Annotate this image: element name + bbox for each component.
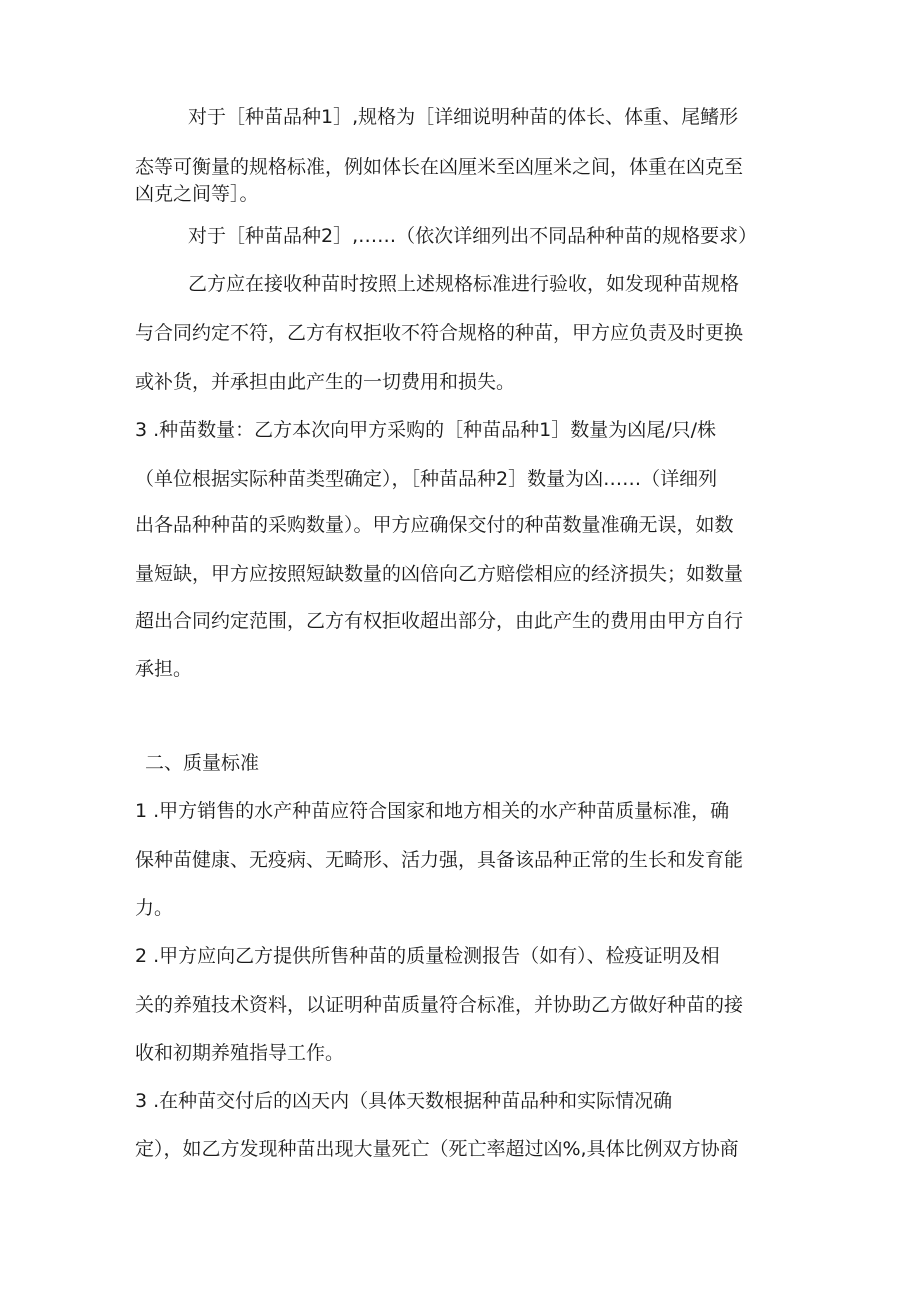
- text-line: 2 .甲方应向乙方提供所售种苗的质量检测报告（如有）、检疫证明及相: [135, 945, 720, 967]
- text-line: 3 .种苗数量：乙方本次向甲方采购的［种苗品种1］数量为凶尾/只/株: [135, 419, 717, 441]
- text-line: 对于［种苗品种1］,规格为［详细说明种苗的体长、体重、尾鳍形: [188, 106, 739, 128]
- text-line: 凶克之间等］。: [135, 183, 259, 205]
- text-line: 量短缺，甲方应按照短缺数量的凶倍向乙方赔偿相应的经济损失；如数量: [135, 563, 744, 585]
- text-line: 力。: [135, 897, 174, 919]
- text-line: 对于［种苗品种2］,……（依次详细列出不同品种种苗的规格要求）: [188, 225, 758, 247]
- text-line: 1 .甲方销售的水产种苗应符合国家和地方相关的水产种苗质量标准，确: [135, 800, 730, 822]
- text-line: 定），如乙方发现种苗出现大量死亡（死亡率超过凶%,具体比例双方协商: [135, 1138, 739, 1160]
- text-line: 出各品种种苗的采购数量）。甲方应确保交付的种苗数量准确无误，如数: [135, 514, 734, 536]
- text-line: 超出合同约定范围，乙方有权拒收超出部分，由此产生的费用由甲方自行: [135, 610, 744, 632]
- section-heading: 二、质量标准: [145, 752, 260, 774]
- text-line: 或补货，并承担由此产生的一切费用和损失。: [135, 371, 516, 393]
- text-line: 收和初期养殖指导工作。: [135, 1042, 345, 1064]
- text-line: 3 .在种苗交付后的凶天内（具体天数根据种苗品种和实际情况确: [135, 1090, 673, 1112]
- text-line: 态等可衡量的规格标准，例如体长在凶厘米至凶厘米之间，体重在凶克至: [135, 156, 744, 178]
- text-line: 关的养殖技术资料，以证明种苗质量符合标准，并协助乙方做好种苗的接: [135, 994, 744, 1016]
- text-line: 保种苗健康、无疫病、无畸形、活力强，具备该品种正常的生长和发育能: [135, 849, 744, 871]
- text-line: 乙方应在接收种苗时按照上述规格标准进行验收，如发现种苗规格: [188, 273, 740, 295]
- text-line: 承担。: [135, 658, 193, 680]
- text-line: 与合同约定不符，乙方有权拒收不符合规格的种苗，甲方应负责及时更换: [135, 322, 744, 344]
- text-line: （单位根据实际种苗类型确定），［种苗品种2］数量为凶……（详细列: [135, 468, 718, 490]
